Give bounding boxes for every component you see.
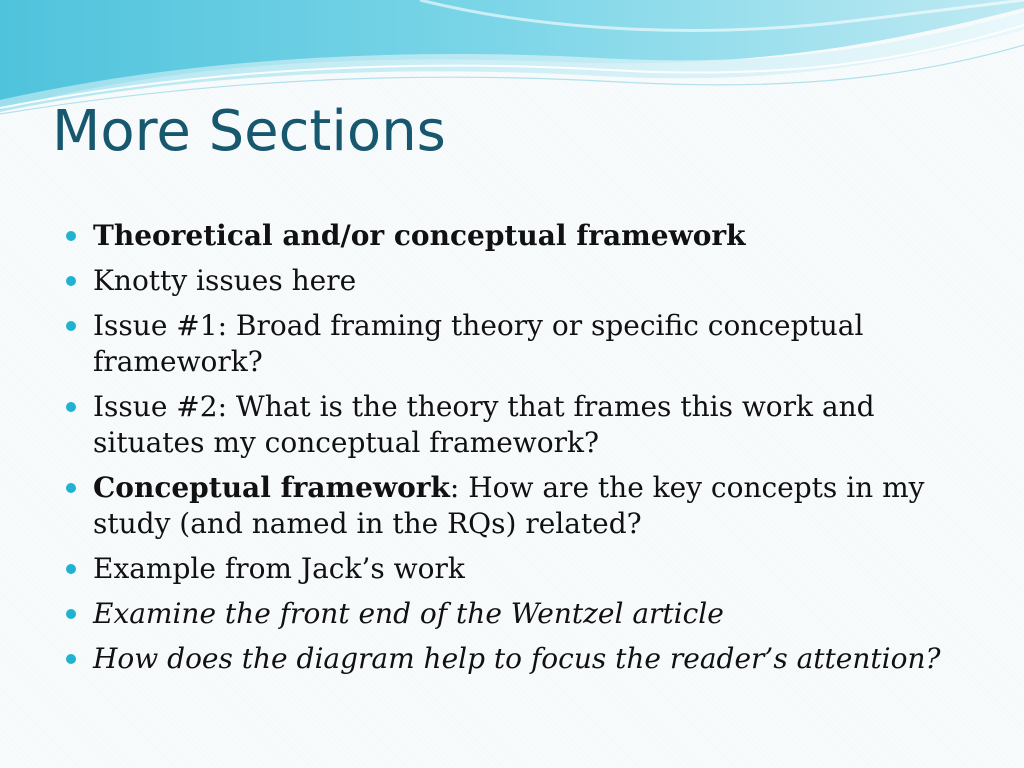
slide-title: More Sections [52, 99, 446, 164]
bullet-dot-icon [66, 654, 76, 664]
bullet-text: : How are the key concepts in my study (and named in the RQs) related? [93, 471, 925, 540]
bullet-dot-icon [66, 483, 76, 493]
bullet-item [70, 218, 970, 254]
bullet-dot-icon [66, 402, 76, 412]
bullet-dot-icon [66, 564, 76, 574]
bullet-list [70, 218, 970, 686]
bullet-text: Knotty issues here [93, 264, 357, 297]
bullet-item [70, 389, 970, 461]
bullet-text-bold: Conceptual framework [93, 471, 450, 504]
bullet-item [70, 551, 970, 587]
bullet-dot-icon [66, 609, 76, 619]
bullet-item [70, 263, 970, 299]
bullet-dot-icon [66, 231, 76, 241]
bullet-item [70, 308, 970, 380]
bullet-item [70, 470, 970, 542]
bullet-text-italic: Examine the front end of the Wentzel article [93, 597, 724, 630]
bullet-text: Issue #2: What is the theory that frames this work and situates my conceptual framework? [93, 390, 875, 459]
bullet-text-italic: How does the diagram help to focus the reader’s attention? [93, 642, 941, 675]
bullet-text: Example from Jack’s work [93, 552, 465, 585]
bullet-text: Issue #1: Broad framing theory or specific conceptual framework? [93, 309, 864, 378]
bullet-text-bold: Theoretical and/or conceptual framework [93, 219, 746, 252]
bullet-item [70, 641, 970, 677]
bullet-dot-icon [66, 321, 76, 331]
bullet-item [70, 596, 970, 632]
bullet-dot-icon [66, 276, 76, 286]
